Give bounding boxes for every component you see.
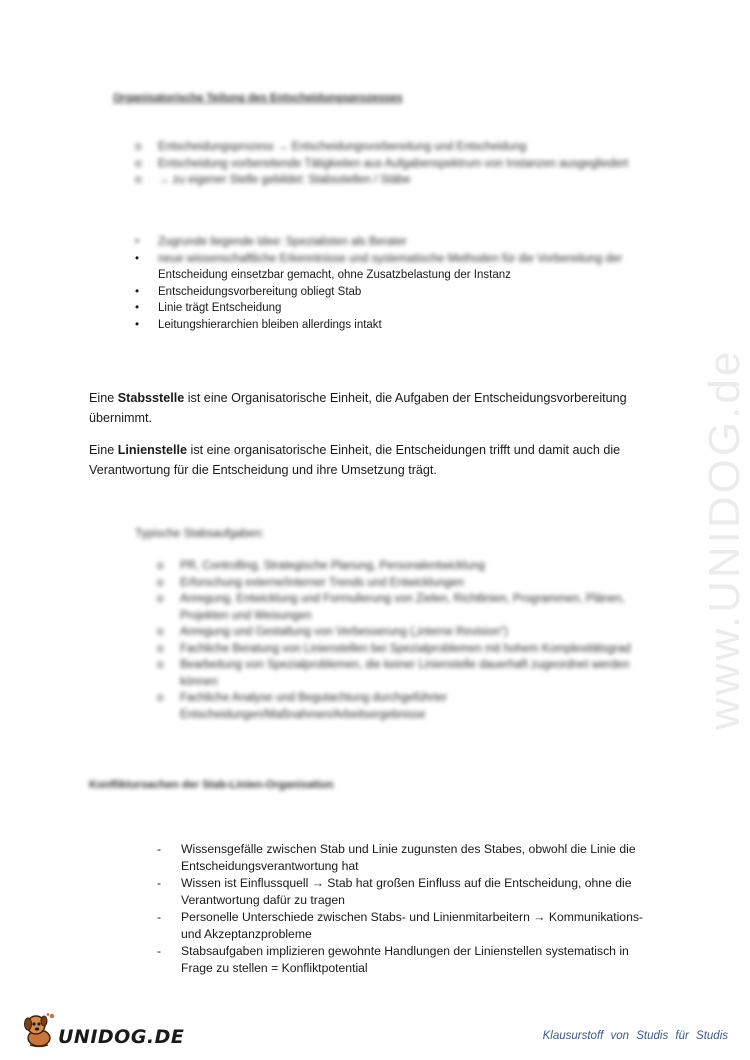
list-item: o Fachliche Beratung von Linienstellen bei Spezialproblemen mit hohem Komplexitätsgrad <box>157 642 631 655</box>
list-item: o Entscheidungsprozess → Entscheidungsvorbereitung und Entscheidung <box>135 141 527 153</box>
logo-text: UNIDOG.DE <box>58 1026 185 1048</box>
list-item: • Leitungshierarchien bleiben allerdings intakt <box>135 318 382 331</box>
list-item: • neue wissenschaftliche Erkenntnisse und systematische Methoden für die Vorbereitung der Entscheidung einsetzbar gemacht, ohne Zusatzbelastung der Instanz <box>135 252 623 281</box>
term-stabsstelle: Stabsstelle <box>117 391 185 405</box>
list-item: - Wissen ist Einflussquell → Stab hat großen Einfluss auf die Entscheidung, ohne die Verantwortung dafür zu tragen <box>157 876 632 907</box>
section2-list <box>157 558 640 723</box>
list-item: - Wissensgefälle zwischen Stab und Linie zugunsten des Stabes, obwohl die Linie die Entscheidungsverantwortung hat <box>157 842 636 873</box>
list-item: - Stabsaufgaben implizieren gewohnte Handlungen der Linienstellen systematisch in Frage zu stellen = Konfliktpotential <box>157 944 629 975</box>
section1-circle-list <box>135 139 658 189</box>
section1-heading: Organisatorische Teilung des Entscheidungsprozesses <box>113 92 403 104</box>
list-item: o Fachliche Analyse und Begutachtung durchgeführter Entscheidungen/Maßnahmen/Arbeitsergebnisse <box>157 692 448 721</box>
footer-tagline: Klausurstoff von Studis für Studis <box>542 1030 728 1042</box>
list-item: o Erforschung externe/interner Trends und Entwicklungen <box>157 576 464 589</box>
term-linienstelle: Linienstelle <box>117 443 188 457</box>
list-item: • Zugrunde liegende Idee: Spezialisten als Berater <box>135 236 407 248</box>
watermark: www.UNIDOG.de <box>700 348 749 730</box>
list-item: o Anregung, Entwicklung und Formulierung von Zielen, Richtlinien, Programmen, Plänen, Projekten und Weisungen <box>157 593 625 622</box>
section1-bullet-list <box>135 234 648 333</box>
section3-heading: Konfliktursachen der Stab-Linien-Organisation <box>89 779 334 791</box>
list-item: o Anregung und Gestaltung von Verbesserung („interne Revision“) <box>157 626 508 638</box>
list-item: o → zu eigener Stelle gebildet: Stabsstellen / Stäbe <box>135 174 411 186</box>
list-item: - Personelle Unterschiede zwischen Stabs- und Linienmitarbeitern → Kommunikations- und Akzeptanzprobleme <box>157 910 643 941</box>
stabsstelle-definition: Eine Stabsstelle ist eine Organisatorische Einheit, die Aufgaben der Entscheidungsvorbereitung übernimmt. <box>89 391 627 425</box>
dog-mascot-icon <box>22 1012 56 1048</box>
list-item: • Linie trägt Entscheidung <box>135 302 282 314</box>
section2-heading: Typische Stabsaufgaben: <box>135 528 265 540</box>
list-item: o Entscheidung vorbereitende Tätigkeiten aus Aufgabenspektrum von Instanzen ausgegliedert <box>135 157 629 170</box>
unidog-logo[interactable] <box>22 1012 184 1048</box>
section3-list <box>157 841 651 977</box>
list-item: o PR, Controlling, Strategische Planung, Personalentwicklung <box>157 560 485 572</box>
linienstelle-definition: Eine Linienstelle ist eine organisatorische Einheit, die Entscheidungen trifft und damit auch die Verantwortung für die Entscheidung und ihre Umsetzung trägt. <box>89 443 621 477</box>
list-item: o Bearbeitung von Spezialproblemen, die keiner Linienstelle dauerhaft zugeordnet werden können <box>157 659 630 688</box>
list-item: • Entscheidungsvorbereitung obliegt Stab <box>135 285 362 298</box>
